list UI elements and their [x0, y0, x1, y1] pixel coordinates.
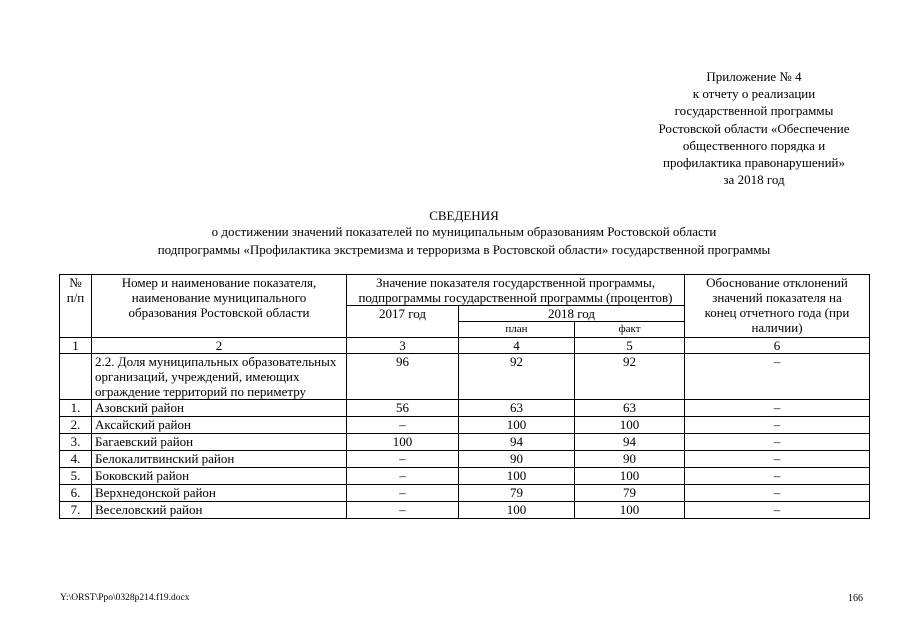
row-fact: 79	[575, 485, 685, 502]
header-fact: факт	[575, 322, 685, 338]
header-name: Номер и наименование показателя, наименование муниципального образования Ростовской области	[92, 275, 347, 338]
row-value-2017: 56	[347, 400, 459, 417]
table-row	[60, 400, 870, 417]
header-justification: Обоснование отклонений значений показателя на конец отчетного года (при наличии)	[685, 275, 870, 338]
row-plan: 100	[459, 468, 575, 485]
row-plan: 100	[459, 502, 575, 519]
column-number: 2	[92, 338, 347, 354]
document-subtitle-line-2: подпрограммы «Профилактика экстремизма и терроризма в Ростовской области» государственной программы	[157, 242, 771, 257]
row-fact: 90	[575, 451, 685, 468]
row-fact: 63	[575, 400, 685, 417]
row-name: Аксайский район	[92, 417, 347, 434]
row-note: –	[685, 400, 870, 417]
footer-page-number: 166	[848, 593, 863, 604]
document-subtitle-line-1: о достижении значений показателей по муниципальным образованиям Ростовской области	[211, 224, 717, 239]
row-value-2017: 100	[347, 434, 459, 451]
table-row	[60, 434, 870, 451]
header-num: № п/п	[60, 275, 92, 338]
row-fact: 100	[575, 468, 685, 485]
row-plan: 90	[459, 451, 575, 468]
header-year-2017: 2017 год	[347, 306, 459, 338]
indicator-fact: 92	[575, 354, 685, 400]
column-number: 4	[459, 338, 575, 354]
table-row	[60, 502, 870, 519]
row-num: 3.	[60, 434, 92, 451]
document-title: СВЕДЕНИЯ	[429, 208, 499, 223]
row-value-2017: –	[347, 502, 459, 519]
appendix-line: Ростовской области «Обеспечение	[658, 120, 850, 136]
column-number: 1	[60, 338, 92, 354]
appendix-line: к отчету о реализации	[692, 86, 816, 102]
row-note: –	[685, 502, 870, 519]
appendix-line: государственной программы	[674, 103, 834, 119]
row-note: –	[685, 485, 870, 502]
row-value-2017: –	[347, 451, 459, 468]
header-plan: план	[459, 322, 575, 338]
row-fact: 94	[575, 434, 685, 451]
indicator-name: 2.2. Доля муниципальных образовательных организаций, учреждений, имеющих ограждение территорий по периметру	[92, 354, 347, 400]
table-header-row	[60, 275, 870, 306]
row-note: –	[685, 468, 870, 485]
row-value-2017: –	[347, 485, 459, 502]
indicator-note: –	[685, 354, 870, 400]
row-note: –	[685, 417, 870, 434]
row-num: 1.	[60, 400, 92, 417]
indicator-table	[59, 274, 870, 519]
appendix-line: Приложение № 4	[706, 69, 802, 84]
row-name: Багаевский район	[92, 434, 347, 451]
row-num: 4.	[60, 451, 92, 468]
table-row	[60, 468, 870, 485]
indicator-num	[60, 354, 92, 400]
row-fact: 100	[575, 502, 685, 519]
header-value-group: Значение показателя государственной программы, подпрограммы государственной программы (процентов)	[347, 275, 685, 306]
indicator-value-2017: 96	[347, 354, 459, 400]
table-row	[60, 417, 870, 434]
column-number: 6	[685, 338, 870, 354]
row-name: Азовский район	[92, 400, 347, 417]
header-year-2018: 2018 год	[459, 306, 685, 322]
appendix-line: профилактика правонарушений»	[663, 155, 845, 171]
row-num: 6.	[60, 485, 92, 502]
row-fact: 100	[575, 417, 685, 434]
row-plan: 100	[459, 417, 575, 434]
appendix-line: общественного порядка и	[682, 137, 826, 153]
column-number: 5	[575, 338, 685, 354]
appendix-line: за 2018 год	[723, 172, 785, 188]
row-num: 7.	[60, 502, 92, 519]
indicator-row	[60, 354, 870, 400]
row-name: Белокалитвинский район	[92, 451, 347, 468]
row-num: 5.	[60, 468, 92, 485]
column-number: 3	[347, 338, 459, 354]
indicator-plan: 92	[459, 354, 575, 400]
row-note: –	[685, 451, 870, 468]
appendix-block	[620, 68, 888, 188]
row-name: Боковский район	[92, 468, 347, 485]
row-name: Верхнедонской район	[92, 485, 347, 502]
row-value-2017: –	[347, 417, 459, 434]
table-row	[60, 485, 870, 502]
row-num: 2.	[60, 417, 92, 434]
table-row	[60, 451, 870, 468]
row-value-2017: –	[347, 468, 459, 485]
row-plan: 79	[459, 485, 575, 502]
row-plan: 63	[459, 400, 575, 417]
column-number-row	[60, 338, 870, 354]
row-note: –	[685, 434, 870, 451]
row-plan: 94	[459, 434, 575, 451]
footer-file-path: Y:\ORST\Ppo\0328p214.f19.docx	[60, 593, 190, 603]
row-name: Веселовский район	[92, 502, 347, 519]
